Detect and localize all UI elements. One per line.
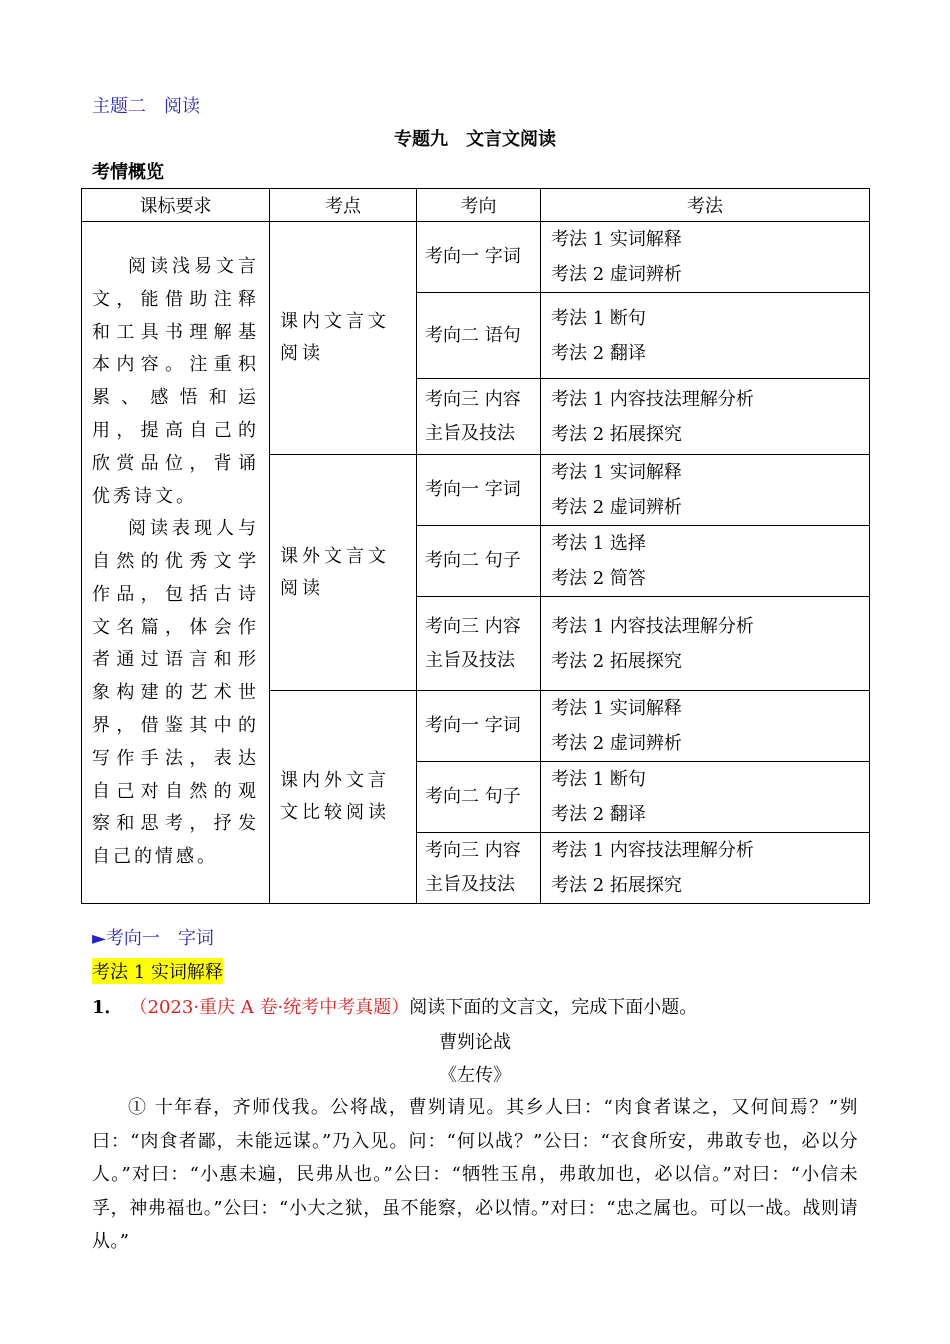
special-name: 文言文阅读 bbox=[466, 129, 556, 150]
method-cell bbox=[541, 691, 870, 762]
point-cell: 课内外文言文比较阅读 bbox=[270, 691, 417, 904]
method-line: 考法 1 断句 bbox=[551, 307, 646, 329]
method-line: 考法 2 翻译 bbox=[551, 804, 646, 825]
method-line: 考法 2 拓展探究 bbox=[551, 875, 682, 896]
topic-main: 主题二 bbox=[92, 96, 146, 117]
requirement-paragraph-2: 阅读表现人与自然的优秀文学作品，包括古诗文名篇，体会作者通过语言和形象构建的艺术世界，借鉴其中的写作手法，表达自己对自然的观察和思考，抒发自己的情感。 bbox=[92, 518, 259, 868]
direction-cell: 考向一 字词 bbox=[417, 691, 541, 762]
method-cell bbox=[541, 379, 870, 455]
requirement-paragraph-1: 阅读浅易文言文，能借助注释和工具书理解基本内容。注重积累、感悟和运用，提高自己的欣赏品位，背诵优秀诗文。 bbox=[92, 255, 259, 507]
header-point: 考点 bbox=[270, 189, 417, 222]
direction-cell: 考向二 语句 bbox=[417, 293, 541, 379]
header-requirement: 课标要求 bbox=[82, 189, 270, 222]
topic-heading bbox=[92, 92, 218, 118]
direction-name: 字词 bbox=[177, 928, 214, 949]
requirement-cell bbox=[82, 222, 270, 904]
passage-title: 曹刿论战 bbox=[439, 1032, 511, 1053]
table-row bbox=[82, 222, 870, 293]
question-number: 1． bbox=[92, 997, 123, 1018]
direction-cell: 考向三 内容主旨及技法 bbox=[417, 833, 541, 904]
special-number: 专题九 bbox=[394, 129, 448, 150]
direction-cell: 考向三 内容主旨及技法 bbox=[417, 597, 541, 691]
method-cell bbox=[541, 222, 870, 293]
passage-author: 《左传》 bbox=[439, 1065, 511, 1086]
method-line: 考法 1 实词解释 bbox=[551, 698, 682, 719]
direction-cell: 考向一 字词 bbox=[417, 222, 541, 293]
method-line: 考法 2 翻译 bbox=[551, 342, 646, 364]
method-cell bbox=[541, 762, 870, 833]
header-method: 考法 bbox=[541, 189, 870, 222]
question-prompt: 阅读下面的文言文，完成下面小题。 bbox=[409, 997, 698, 1018]
topic-sub: 阅读 bbox=[164, 96, 200, 117]
method-heading: 考法 1 实词解释 bbox=[92, 958, 223, 984]
passage-text: ① 十年春，齐师伐我。公将战，曹刿请见。其乡人曰：“肉食者谋之，又何间焉？”刿曰：“肉食者鄙，未能远谋。”乃入见。问：“何以战？”公曰：“衣食所安，弗敢专也，必以分人。”对曰：“小惠未遍，民弗从也。”公曰：“牺牲玉帛，弗敢加也，必以信。”对曰：“小信未孚，神弗福也。”公曰：“小大之狱，虽不能察，必以情。”对曰：“忠之属也。可以一战。战则请从。” bbox=[92, 1097, 858, 1252]
point-cell: 课内文言文阅读 bbox=[270, 222, 417, 455]
direction-cell: 考向二 句子 bbox=[417, 762, 541, 833]
method-cell bbox=[541, 526, 870, 597]
direction-cell: 考向一 字词 bbox=[417, 455, 541, 526]
method-line: 考法 2 拓展探究 bbox=[551, 423, 682, 445]
table-header-row bbox=[82, 189, 870, 222]
method-line: 考法 1 内容技法理解分析 bbox=[551, 388, 754, 410]
method-line: 考法 2 虚词辨析 bbox=[551, 733, 682, 754]
method-line: 考法 1 断句 bbox=[551, 769, 646, 790]
point-cell: 课外文言文阅读 bbox=[270, 455, 417, 691]
method-cell bbox=[541, 455, 870, 526]
special-title bbox=[0, 125, 950, 151]
method-line: 考法 2 简答 bbox=[551, 568, 646, 589]
method-line: 考法 1 实词解释 bbox=[551, 462, 682, 483]
direction-marker: ►考向一 bbox=[92, 928, 160, 949]
method-cell bbox=[541, 597, 870, 691]
method-line: 考法 1 选择 bbox=[551, 533, 646, 554]
method-line: 考法 2 虚词辨析 bbox=[551, 264, 682, 285]
method-line: 考法 1 实词解释 bbox=[551, 229, 682, 250]
method-cell bbox=[541, 293, 870, 379]
header-direction: 考向 bbox=[417, 189, 541, 222]
direction-cell: 考向二 句子 bbox=[417, 526, 541, 597]
method-line: 考法 1 内容技法理解分析 bbox=[551, 615, 754, 637]
method-line: 考法 2 虚词辨析 bbox=[551, 497, 682, 518]
overview-table bbox=[81, 188, 870, 904]
method-line: 考法 2 拓展探究 bbox=[551, 650, 682, 672]
method-cell bbox=[541, 833, 870, 904]
overview-heading: 考情概览 bbox=[92, 162, 164, 183]
direction-cell: 考向三 内容主旨及技法 bbox=[417, 379, 541, 455]
question-source: （2023·重庆 A 卷·统考中考真题） bbox=[138, 997, 410, 1018]
question-line bbox=[92, 993, 697, 1019]
direction-heading bbox=[92, 924, 232, 950]
method-line: 考法 1 内容技法理解分析 bbox=[551, 840, 754, 861]
